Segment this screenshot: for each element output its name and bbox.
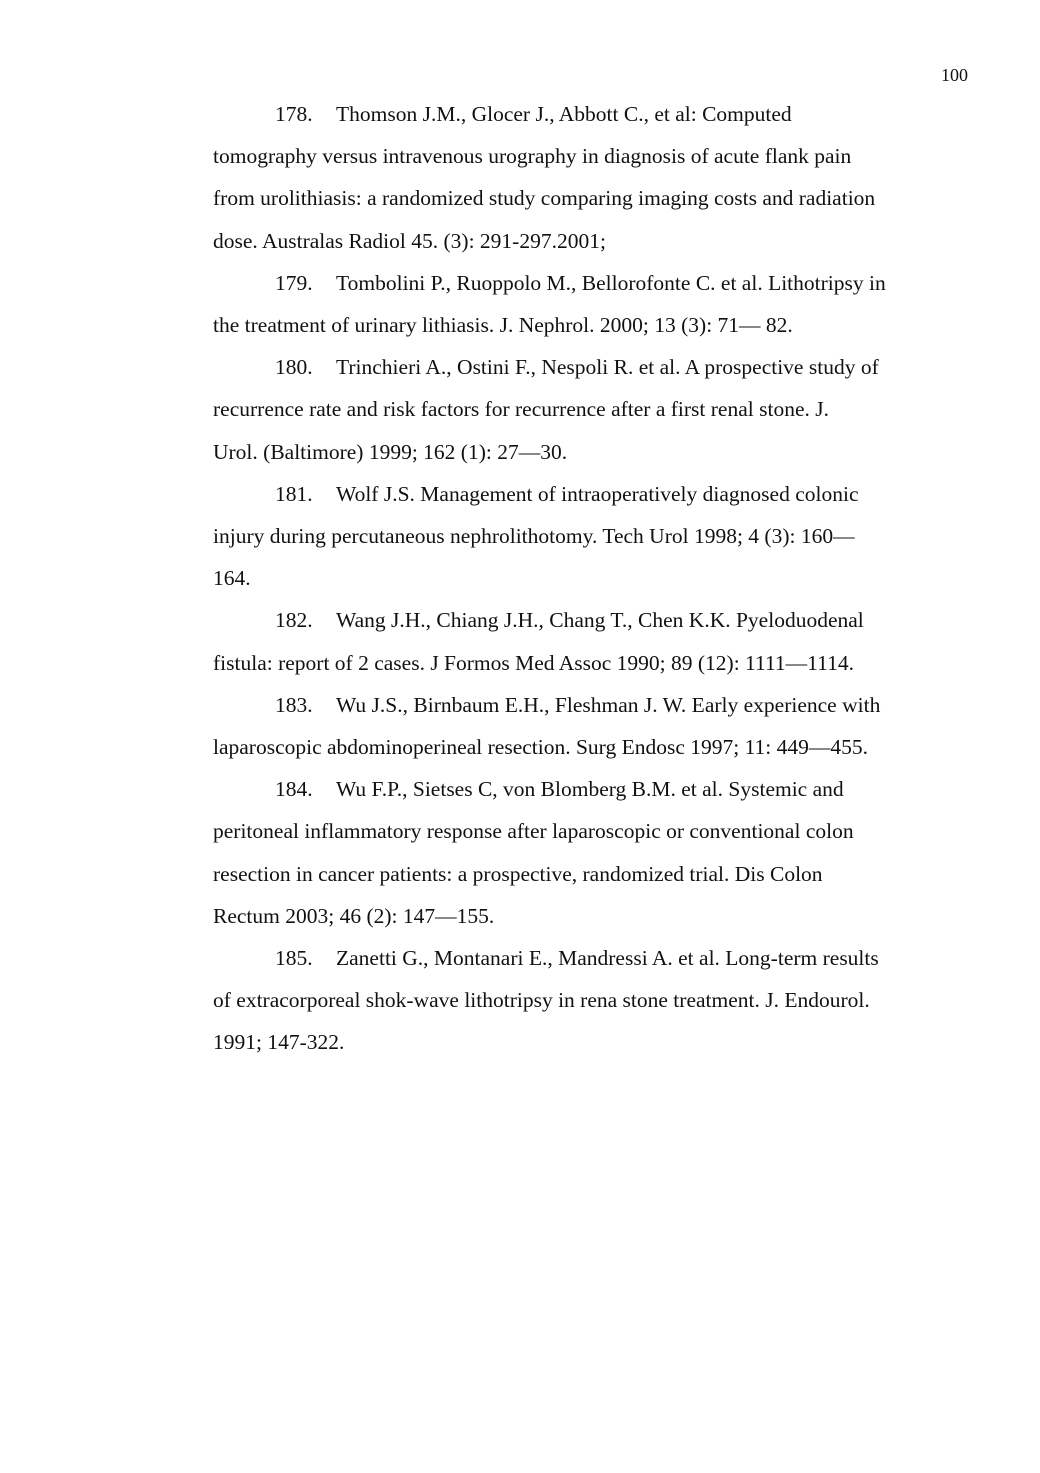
reference-entry — [213, 346, 975, 473]
reference-line — [213, 768, 975, 810]
reference-line: 164. — [213, 566, 251, 591]
reference-entry — [213, 768, 975, 937]
reference-number: 182. — [275, 608, 313, 633]
reference-line: resection in cancer patients: a prospective, randomized trial. Dis Colon — [213, 861, 823, 886]
reference-entry — [213, 937, 975, 1064]
reference-line — [213, 473, 975, 515]
reference-line — [213, 93, 975, 135]
reference-line: from urolithiasis: a randomized study comparing imaging costs and radiation — [213, 186, 876, 211]
reference-entry — [213, 262, 975, 346]
reference-line: the treatment of urinary lithiasis. J. Nephrol. 2000; 13 (3): 71— 82. — [213, 313, 793, 338]
reference-text: Thomson J.M., Glocer J., Abbott C., et al: Computed — [336, 102, 792, 126]
page-number: 100 — [941, 65, 968, 85]
reference-text: Wu F.P., Sietses C, von Blomberg B.M. et al. Systemic and — [336, 777, 844, 802]
reference-number: 185. — [275, 946, 313, 971]
reference-number: 183. — [275, 692, 313, 717]
reference-entry — [213, 93, 975, 262]
reference-text: Wang J.H., Chiang J.H., Chang T., Chen K.K. Pyeloduodenal — [336, 608, 864, 633]
reference-text: Tombolini P., Ruoppolo M., Bellorofonte C. et al. Lithotripsy in — [336, 270, 886, 295]
reference-line — [213, 937, 975, 979]
reference-line: dose. Australas Radiol 45. (3): 291-297.2001; — [213, 228, 606, 253]
reference-text: Trinchieri A., Ostini F., Nespoli R. et al. A prospective study of — [336, 355, 879, 380]
reference-entry — [213, 684, 975, 768]
reference-line — [213, 599, 975, 641]
reference-line: Rectum 2003; 46 (2): 147—155. — [213, 903, 495, 928]
reference-list — [213, 93, 975, 1064]
reference-number: 178. — [275, 102, 313, 126]
reference-line: of extracorporeal shok-wave lithotripsy in rena stone treatment. J. Endourol. — [213, 988, 870, 1013]
reference-text: Wolf J.S. Management of intraoperatively diagnosed colonic — [336, 481, 859, 506]
reference-line: laparoscopic abdominoperineal resection. Surg Endosc 1997; 11: 449—455. — [213, 735, 869, 760]
reference-entry — [213, 599, 975, 683]
reference-number: 180. — [275, 355, 313, 380]
reference-line: injury during percutaneous nephrolithotomy. Tech Urol 1998; 4 (3): 160— — [213, 524, 855, 549]
reference-line — [213, 684, 975, 726]
reference-line: recurrence rate and risk factors for recurrence after a first renal stone. J. — [213, 397, 829, 422]
reference-line: peritoneal inflammatory response after laparoscopic or conventional colon — [213, 819, 854, 844]
reference-entry — [213, 473, 975, 600]
reference-line: fistula: report of 2 cases. J Formos Med Assoc 1990; 89 (12): 1111—1114. — [213, 650, 854, 675]
reference-line: tomography versus intravenous urography in diagnosis of acute flank pain — [213, 144, 852, 169]
reference-number: 184. — [275, 777, 313, 802]
reference-line: Urol. (Baltimore) 1999; 162 (1): 27—30. — [213, 439, 568, 464]
reference-line — [213, 346, 975, 388]
reference-number: 179. — [275, 270, 313, 295]
reference-text: Wu J.S., Birnbaum E.H., Fleshman J. W. Early experience with — [336, 692, 881, 717]
reference-text: Zanetti G., Montanari E., Mandressi A. et al. Long-term results — [336, 946, 879, 971]
reference-number: 181. — [275, 481, 313, 506]
reference-line — [213, 262, 975, 304]
reference-line: 1991; 147-322. — [213, 1030, 345, 1055]
